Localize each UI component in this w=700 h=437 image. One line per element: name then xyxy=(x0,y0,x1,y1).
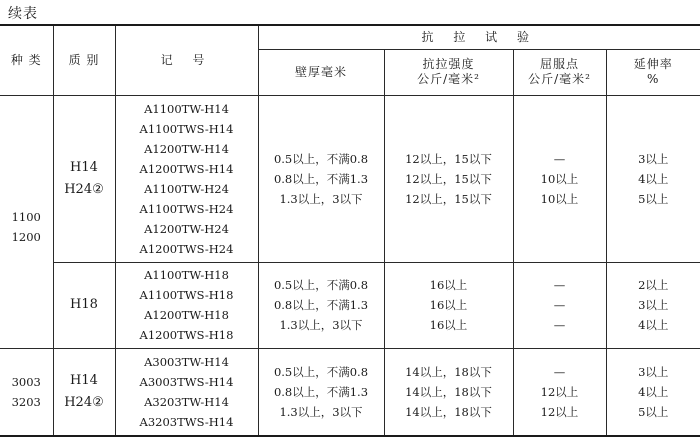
cell-line: A3003TW-H14 xyxy=(116,352,258,372)
cell-line: 3以上 xyxy=(607,362,700,382)
header-yield-point-unit: 公斤/毫米² xyxy=(514,72,606,87)
thickness-list xyxy=(259,275,384,335)
thickness-list xyxy=(259,149,384,209)
cell-line: H18 xyxy=(54,294,115,316)
elongation-list xyxy=(607,362,700,422)
thickness-cell xyxy=(258,262,384,348)
header-wall-thickness: 壁厚毫米 xyxy=(258,49,384,95)
header-kind: 种 类 xyxy=(0,25,53,95)
strength-cell xyxy=(384,95,513,262)
cell-line: H24② xyxy=(54,392,115,414)
table-caption: 续表 xyxy=(8,3,38,23)
cell-line: 12以上，15以下 xyxy=(385,149,513,169)
temper-list xyxy=(54,294,115,316)
spec-table xyxy=(0,24,700,437)
thickness-cell xyxy=(258,95,384,262)
yield-list xyxy=(514,362,606,422)
temper-list xyxy=(54,157,115,201)
elongation-cell xyxy=(606,95,700,262)
cell-line: 12以上 xyxy=(514,402,606,422)
cell-line: A3203TWS-H14 xyxy=(116,412,258,432)
cell-line: 1.3以上，3以下 xyxy=(259,315,384,335)
cell-line: 12以上，15以下 xyxy=(385,169,513,189)
cell-line: 14以上，18以下 xyxy=(385,382,513,402)
cell-line: A1100TWS-H18 xyxy=(116,285,258,305)
temper-cell xyxy=(53,348,115,436)
cell-line: 12以上 xyxy=(514,382,606,402)
cell-line: A1100TW-H14 xyxy=(116,99,258,119)
header-tensile-strength-unit: 公斤/毫米² xyxy=(385,72,513,87)
header-yield-point-label: 屈服点 xyxy=(514,57,606,72)
header-tensile-strength-label: 抗拉强度 xyxy=(385,57,513,72)
cell-line: 0.5以上，不满0.8 xyxy=(259,149,384,169)
code-list xyxy=(116,352,258,432)
code-cell xyxy=(115,348,258,436)
strength-list xyxy=(385,149,513,209)
cell-line: A3203TW-H14 xyxy=(116,392,258,412)
cell-line: 4以上 xyxy=(607,315,700,335)
cell-line: — xyxy=(514,149,606,169)
cell-line: H14 xyxy=(54,370,115,392)
cell-line: 2以上 xyxy=(607,275,700,295)
header-yield-point xyxy=(513,49,606,95)
cell-line: A1200TW-H18 xyxy=(116,305,258,325)
table-row xyxy=(0,262,700,348)
cell-line: A1100TWS-H24 xyxy=(116,199,258,219)
cell-line: 14以上，18以下 xyxy=(385,362,513,382)
code-cell xyxy=(115,262,258,348)
yield-cell xyxy=(513,262,606,348)
cell-line: A1100TW-H18 xyxy=(116,265,258,285)
kind-cell xyxy=(0,95,53,348)
cell-line: — xyxy=(514,275,606,295)
cell-line: 16以上 xyxy=(385,295,513,315)
cell-line: 3以上 xyxy=(607,149,700,169)
cell-line: 1.3以上，3以下 xyxy=(259,402,384,422)
yield-list xyxy=(514,149,606,209)
elongation-list xyxy=(607,149,700,209)
header-tensile-test: 抗 拉 试 验 xyxy=(258,25,700,49)
temper-list xyxy=(54,370,115,414)
cell-line: 1200 xyxy=(0,227,53,247)
cell-line: 5以上 xyxy=(607,189,700,209)
thickness-cell xyxy=(258,348,384,436)
cell-line: 0.8以上，不满1.3 xyxy=(259,169,384,189)
cell-line: A1200TW-H24 xyxy=(116,219,258,239)
code-list xyxy=(116,99,258,259)
strength-cell xyxy=(384,348,513,436)
header-tensile-strength xyxy=(384,49,513,95)
cell-line: H24② xyxy=(54,179,115,201)
cell-line: 3203 xyxy=(0,392,53,412)
cell-line: — xyxy=(514,315,606,335)
cell-line: A1200TWS-H24 xyxy=(116,239,258,259)
cell-line: 12以上，15以下 xyxy=(385,189,513,209)
cell-line: 1100 xyxy=(0,207,53,227)
header-elongation xyxy=(606,49,700,95)
yield-list xyxy=(514,275,606,335)
code-list xyxy=(116,265,258,345)
elongation-cell xyxy=(606,262,700,348)
cell-line: A1100TWS-H14 xyxy=(116,119,258,139)
cell-line: 3003 xyxy=(0,372,53,392)
cell-line: 0.5以上，不满0.8 xyxy=(259,275,384,295)
cell-line: A1100TW-H24 xyxy=(116,179,258,199)
table-row xyxy=(0,348,700,436)
kind-cell xyxy=(0,348,53,436)
cell-line: A1200TWS-H18 xyxy=(116,325,258,345)
header-temper: 质 别 xyxy=(53,25,115,95)
elongation-list xyxy=(607,275,700,335)
header-code: 记 号 xyxy=(115,25,258,95)
header-elongation-unit: % xyxy=(607,72,700,87)
strength-list xyxy=(385,275,513,335)
cell-line: 3以上 xyxy=(607,295,700,315)
elongation-cell xyxy=(606,348,700,436)
strength-cell xyxy=(384,262,513,348)
cell-line: A3003TWS-H14 xyxy=(116,372,258,392)
cell-line: 5以上 xyxy=(607,402,700,422)
code-cell xyxy=(115,95,258,262)
cell-line: H14 xyxy=(54,157,115,179)
strength-list xyxy=(385,362,513,422)
thickness-list xyxy=(259,362,384,422)
cell-line: A1200TW-H14 xyxy=(116,139,258,159)
cell-line: A1200TWS-H14 xyxy=(116,159,258,179)
cell-line: 0.8以上，不满1.3 xyxy=(259,382,384,402)
cell-line: 10以上 xyxy=(514,189,606,209)
temper-cell xyxy=(53,95,115,262)
cell-line: 0.8以上，不满1.3 xyxy=(259,295,384,315)
header-row-1 xyxy=(0,25,700,49)
header-elongation-label: 延伸率 xyxy=(607,57,700,72)
yield-cell xyxy=(513,348,606,436)
kind-list xyxy=(0,372,53,412)
cell-line: — xyxy=(514,362,606,382)
cell-line: 4以上 xyxy=(607,169,700,189)
cell-line: 4以上 xyxy=(607,382,700,402)
cell-line: 16以上 xyxy=(385,315,513,335)
cell-line: — xyxy=(514,295,606,315)
cell-line: 14以上，18以下 xyxy=(385,402,513,422)
cell-line: 16以上 xyxy=(385,275,513,295)
kind-list xyxy=(0,207,53,247)
table-row xyxy=(0,95,700,262)
yield-cell xyxy=(513,95,606,262)
cell-line: 10以上 xyxy=(514,169,606,189)
cell-line: 1.3以上，3以下 xyxy=(259,189,384,209)
temper-cell xyxy=(53,262,115,348)
cell-line: 0.5以上，不满0.8 xyxy=(259,362,384,382)
